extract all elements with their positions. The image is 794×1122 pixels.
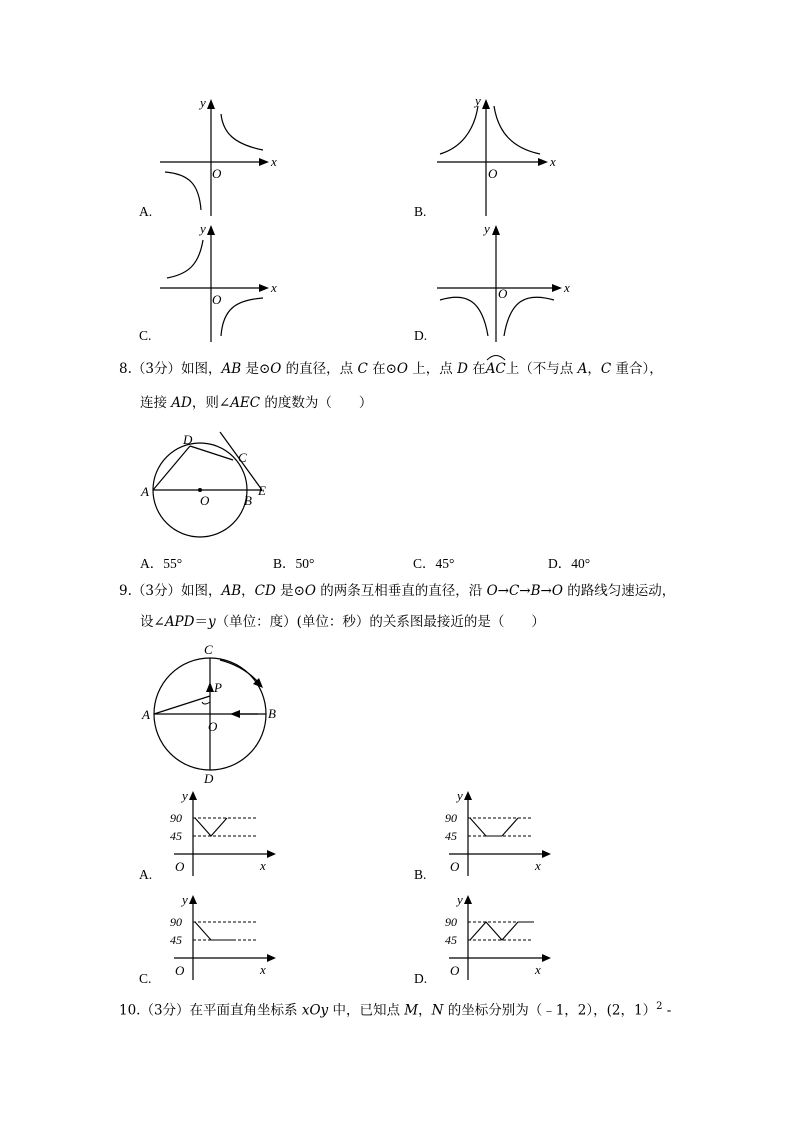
q9-text: 的两条互相垂直的直径，沿 [316, 583, 487, 599]
q9-graph-d [435, 892, 555, 982]
tick-label-45: 45 [445, 829, 457, 843]
axis-x-label: x [271, 280, 277, 295]
series-line [195, 922, 235, 940]
x-axis-arrow-icon [542, 850, 551, 858]
q9-graph-a [160, 788, 280, 878]
tick-label-90: 90 [170, 915, 182, 929]
q7-graph-b [432, 92, 562, 217]
q9-stem-line2 [140, 613, 545, 631]
q7-graph-a [155, 92, 285, 217]
q9-circle-o: ⊙O [293, 583, 316, 599]
q8-prefix: 8.（3分）如图， [119, 361, 222, 377]
q8-text: ， [587, 361, 601, 377]
tick-label-45: 45 [445, 933, 457, 947]
q10-text: 中，已知点 [328, 1002, 405, 1019]
q8-choice-b: B．50° [273, 556, 315, 571]
x-axis-arrow-icon [267, 850, 276, 858]
tick-label-45: 45 [170, 933, 182, 947]
fig-label-o: O [208, 719, 218, 734]
q8-circle-o: ⊙O [258, 361, 282, 377]
fig-label-a: A [141, 484, 149, 499]
origin-label: O [175, 963, 185, 978]
q10-superscript: 2 [656, 1001, 663, 1012]
q8-text: 的直径，点 [281, 361, 358, 377]
arc-mark-icon [486, 353, 506, 361]
fig-label-p: P [214, 680, 222, 695]
q9-circle-figure [140, 640, 285, 786]
axis-y-label: y [484, 221, 490, 236]
fig-label-a: A [142, 707, 150, 722]
q8-ad: AD [171, 395, 192, 411]
fig-label-c: C [204, 642, 213, 657]
q8-point-a: A [577, 361, 588, 377]
q8-circle-figure [138, 428, 278, 540]
q10-stem [119, 998, 671, 1020]
q8-ab: AB [221, 361, 242, 377]
q8-text: 重合）， [611, 361, 663, 377]
q8-point-c: C [357, 361, 368, 377]
origin-label: O [212, 292, 222, 307]
axis-y-label: y [457, 892, 463, 907]
q8-text: 上（不与点 [505, 361, 578, 377]
axis-y-label: y [475, 93, 481, 108]
q7-option-b-label: B. [414, 204, 427, 219]
q8-choice-a: A．55° [140, 556, 183, 571]
tick-label-90: 90 [445, 915, 457, 929]
origin-label: O [450, 859, 460, 874]
q8-choice-c: C．45° [413, 556, 455, 571]
series-line [195, 818, 227, 836]
q9-graph-c [160, 892, 280, 982]
fig-label-d: D [183, 432, 193, 447]
origin-label: O [175, 859, 185, 874]
q9-option-b-label: B. [414, 867, 427, 882]
q8-circle-o: ⊙O [385, 361, 408, 377]
q8-arc-label: AC [485, 361, 506, 377]
q8-choice-d: D．40° [548, 556, 591, 571]
arc-ac [486, 360, 506, 378]
axis-x-label: x [535, 962, 541, 977]
axis-y-label: y [457, 788, 463, 803]
q9-apd: APD [164, 614, 195, 630]
fig-label-b: B [244, 493, 252, 508]
q8-point-c: C [600, 361, 612, 377]
tick-label-90: 90 [445, 811, 457, 825]
q9-text: （单位：度）(单位：秒）的关系图最接近的是（ ） [215, 614, 545, 630]
q10-point-n: N [431, 1002, 444, 1019]
q9-text: 是 [275, 583, 294, 599]
q10-text: - [662, 1002, 672, 1019]
y-axis-arrow-icon [189, 791, 197, 800]
q9-text: 的路线匀速运动， [562, 583, 676, 599]
q9-text: ＝ [194, 614, 208, 630]
q10-xoy: xOy [301, 1002, 329, 1019]
axis-x-label: x [564, 280, 570, 295]
q8-aec: AEC [230, 395, 261, 411]
y-axis-arrow-icon [464, 791, 472, 800]
axis-y-label: y [182, 788, 188, 803]
x-axis-arrow-icon [542, 954, 551, 962]
q9-cd: CD [254, 583, 276, 599]
q8-text: 的度数为（ ） [260, 395, 373, 411]
origin-label: O [488, 166, 498, 181]
fig-label-d: D [204, 771, 214, 786]
q9-stem-line1 [119, 582, 675, 600]
q7-option-a-label: A. [139, 204, 153, 219]
fig-label-o: O [200, 493, 210, 508]
y-axis-arrow-icon [189, 895, 197, 904]
q9-option-c-label: C. [139, 971, 152, 986]
q9-prefix: 9.（3分）如图， [119, 583, 222, 599]
q10-point-m: M [404, 1002, 419, 1019]
q9-option-a-label: A. [139, 867, 153, 882]
fig-label-c: C [238, 450, 247, 465]
q8-text: 连接 [140, 395, 172, 411]
origin-label: O [498, 286, 508, 301]
series-line [470, 818, 518, 836]
q8-text: 在 [467, 361, 486, 377]
q10-text: ， [418, 1002, 432, 1019]
q7-option-d-label: D. [414, 328, 428, 343]
q8-text: 上，点 [407, 361, 458, 377]
q8-text: ，则∠ [191, 395, 231, 411]
q8-point-d: D [457, 361, 468, 377]
origin-label: O [212, 166, 222, 181]
axis-y-label: y [200, 221, 206, 236]
tick-label-45: 45 [170, 829, 182, 843]
q9-path: O→C→B→O [486, 583, 563, 599]
series-line [470, 922, 534, 940]
q9-ab: AB [221, 583, 242, 599]
q7-option-c-label: C. [139, 328, 152, 343]
y-axis-arrow-icon [464, 895, 472, 904]
fig-label-e: E [258, 483, 266, 498]
q8-stem-line1 [119, 360, 663, 378]
x-axis-arrow-icon [267, 954, 276, 962]
q10-text: 的坐标分别为（﹣1，2），(2，1） [443, 1002, 657, 1019]
tick-label-90: 90 [170, 811, 182, 825]
fig-label-b: B [268, 706, 276, 721]
q7-graph-d [432, 218, 572, 343]
axis-x-label: x [260, 962, 266, 977]
q9-text: 设∠ [140, 614, 165, 630]
q9-text: ， [241, 583, 255, 599]
axis-y-label: y [182, 892, 188, 907]
axis-x-label: x [271, 154, 277, 169]
axis-y-label: y [200, 95, 206, 110]
q7-graph-c [155, 218, 285, 343]
axis-x-label: x [260, 858, 266, 873]
q8-stem-line2 [140, 394, 372, 412]
origin-label: O [450, 963, 460, 978]
q9-option-d-label: D. [414, 971, 428, 986]
q8-text: 是 [241, 361, 259, 377]
q9-graph-b [435, 788, 555, 878]
q8-text: 在 [367, 361, 386, 377]
q9-y: y [207, 614, 216, 630]
axis-x-label: x [550, 154, 556, 169]
axis-x-label: x [535, 858, 541, 873]
q10-text: 10.（3分）在平面直角坐标系 [119, 1002, 302, 1019]
